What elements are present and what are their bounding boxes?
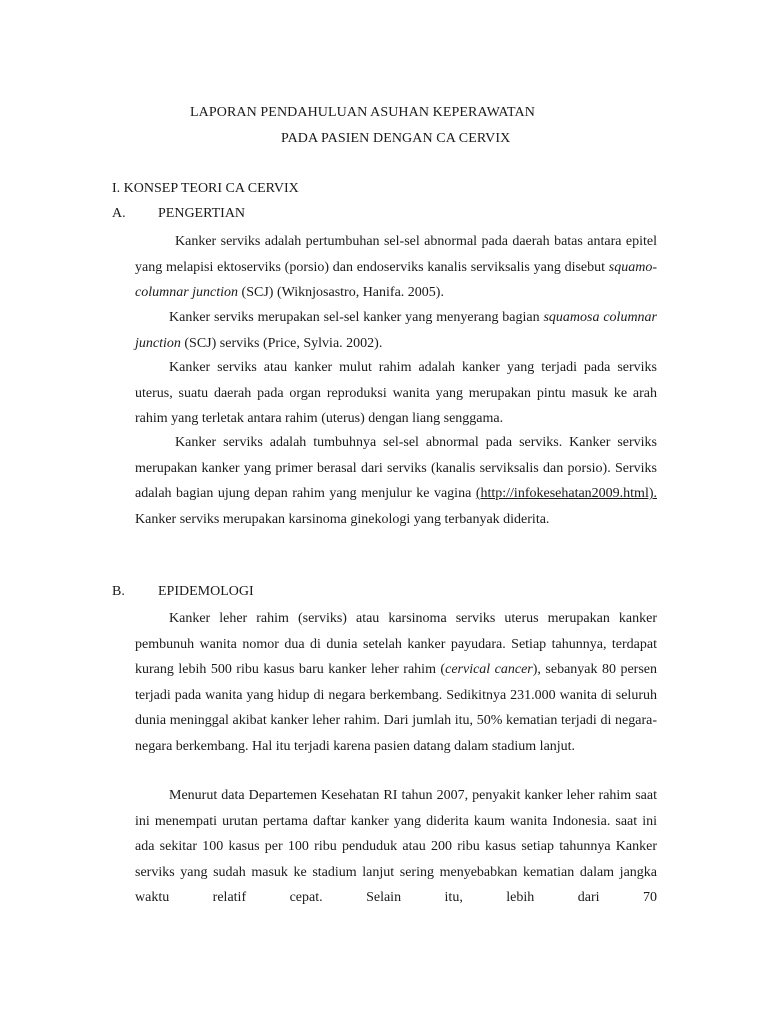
italic-term: squamo-columnar junction xyxy=(135,259,657,300)
paragraph-text: Kanker serviks adalah pertumbuhan sel-sel abnormal pada daerah batas antara epitel yang melapisi ektoserviks (porsio) dan endoserviks kanalis serviksalis yang disebut xyxy=(135,234,657,275)
paragraph-text: (SCJ) serviks (Price, Sylvia. 2002). xyxy=(180,335,383,351)
italic-term: squamosa columnar junction xyxy=(135,310,658,351)
document-title-line-1: LAPORAN PENDAHULUAN ASUHAN KEPERAWATAN xyxy=(190,105,535,120)
paragraph-pengertian-3: Kanker serviks atau kanker mulut rahim adalah kanker yang terjadi pada serviks uterus, suatu daerah pada organ reproduksi wanita yang merupakan pintu masuk ke arah rahim yang terletak antara rahim (uterus) dengan liang senggama. xyxy=(135,360,657,426)
paragraph-epidemologi-2: Menurut data Departemen Kesehatan RI tahun 2007, penyakit kanker leher rahim saat ini menempati urutan pertama daftar kanker yang diderita kaum wanita Indonesia. saat ini ada sekitar 100 kasus per 100 ribu penduduk atau 200 ribu kasus setiap tahunnya Kanker serviks yang sudah masuk ke stadium lanjut sering menyebabkan kematian dalam jangka waktu relatif cepat. Selain itu, lebih dari 70 xyxy=(135,788,657,905)
paragraph-text: (SCJ) (Wiknjosastro, Hanifa. 2005). xyxy=(238,285,444,300)
section-heading-konsep-teori: I. KONSEP TEORI CA CERVIX xyxy=(112,181,299,196)
paragraph-text: Kanker serviks merupakan karsinoma ginekologi yang terbanyak diderita. xyxy=(135,511,550,527)
paragraph-pengertian-2 xyxy=(135,305,657,356)
subsection-heading-pengertian xyxy=(112,206,245,222)
subsection-letter: A. xyxy=(112,206,126,221)
document-title-line-2: PADA PASIEN DENGAN CA CERVIX xyxy=(281,131,511,146)
italic-term: cervical cancer xyxy=(445,662,533,677)
paragraph-pengertian-1 xyxy=(135,229,657,306)
paragraph-epidemologi-1 xyxy=(135,606,657,759)
paragraph-text: ), sebanyak 80 persen terjadi pada wanita yang hidup di negara berkembang. Sedikitnya 231.000 wanita di seluruh dunia meninggal akibat kanker leher rahim. Dari jumlah itu, 50% kematian terjadi di negara-negara berkembang. Hal itu terjadi karena pasien datang dalam stadium lanjut. xyxy=(135,662,657,754)
subsection-title: EPIDEMOLOGI xyxy=(158,584,254,599)
paragraph-text: Kanker serviks adalah tumbuhnya sel-sel abnormal pada serviks. Kanker serviks merupakan kanker yang primer berasal dari serviks (kanalis serviksalis dan porsio). Serviks adalah bagian ujung depan rahim yang menjulur ke vagina xyxy=(135,435,657,501)
subsection-letter: B. xyxy=(112,584,125,599)
subsection-title: PENGERTIAN xyxy=(158,206,246,221)
paragraph-text: Kanker leher rahim (serviks) atau karsinoma serviks uterus merupakan kanker pembunuh wanita nomor dua di dunia setelah kanker payudara. Setiap tahunnya, terdapat kurang lebih 500 ribu kasus baru kanker leher rahim ( xyxy=(135,611,657,677)
paragraph-text: Kanker serviks merupakan sel-sel kanker yang menyerang bagian xyxy=(169,310,544,325)
paragraph-pengertian-4 xyxy=(135,430,657,532)
source-link[interactable]: (http://infokesehatan2009.html). xyxy=(475,486,657,501)
subsection-heading-epidemologi xyxy=(112,584,254,600)
